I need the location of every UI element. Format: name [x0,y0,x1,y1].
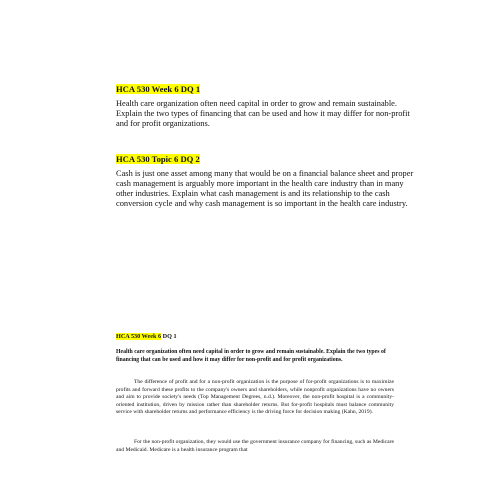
section-1-title [116,84,200,94]
section-1-title-highlight: HCA 530 Week 6 DQ 1 [116,84,201,94]
answer-heading-highlight: HCA 530 Week 6 [116,333,162,340]
answer-paragraph-1: The difference of profit and for a non-profit organization is the purpose of for-profit organizations is to maximize profits and forward these profits to the company's owners and shareholders, while nonprofit organizations have no owners and aim to provide society's needs (Top Management Degrees, n.d.). Moreover, the non-profit hospital is a community-oriented institution, driven by mission rather than shareholder returns. But for-profit hospitals must balance community service with shareholder returns and performance efficiency is the driving force for decision making (Kahn, 2019). [116,379,394,416]
answer-paragraph-2: For the non-profit organization, they would use the government insurance company for financing, such as Medicare and Medicaid. Medicare is a health insurance program that [116,439,394,453]
section-2-title [116,154,200,164]
answer-heading [116,333,177,341]
section-1-body: Health care organization often need capital in order to grow and remain sustainable. Explain the two types of financing that can be used and how it may differ for non-profit and for profit organizations. [116,99,410,128]
answer-heading-rest: DQ 1 [161,333,177,340]
answer-question: Health care organization often need capital in order to grow and remain sustainable. Explain the two types of financing that can be used and how it may differ for non-profit and for profit organizations. [116,349,386,363]
section-2-title-highlight: HCA 530 Topic 6 DQ 2 [116,154,200,164]
section-2-body: Cash is just one asset among many that would be on a financial balance sheet and proper cash management is arguably more important in the health care industry than in many other industries. Explain what cash management is and its relationship to the cash conversion cycle and why cash management is so important in the health care industry. [116,169,414,208]
